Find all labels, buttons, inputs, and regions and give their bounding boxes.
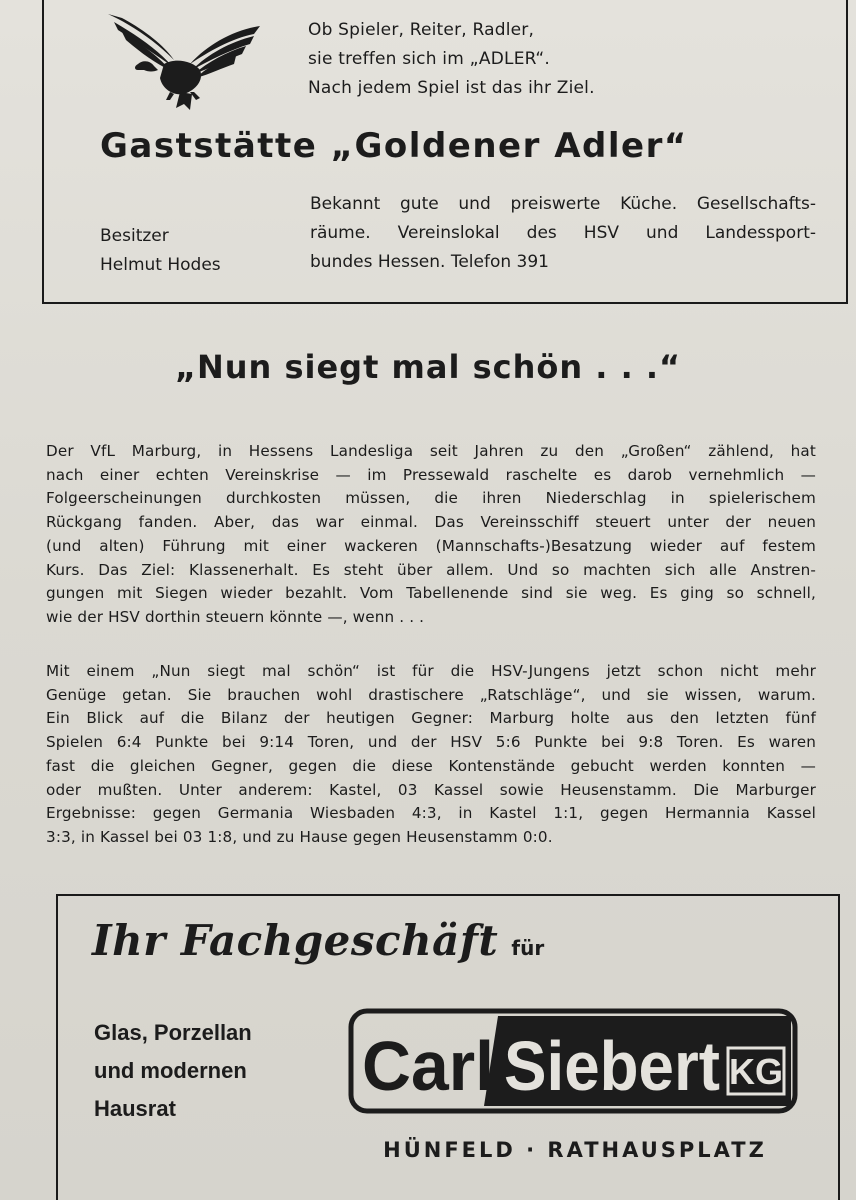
ad-title: Gaststätte „Goldener Adler“ xyxy=(100,126,688,166)
text-line: Kurs. Das Ziel: Klassenerhalt. Es steht über allem. Und so machten sich alle Anstren- xyxy=(46,560,816,579)
ad-address: HÜNFELD · RATHAUSPLATZ xyxy=(383,1138,767,1162)
goods-line: Hausrat xyxy=(94,1096,176,1121)
goods-line: und modernen xyxy=(94,1058,247,1083)
logo-word-siebert: Siebert xyxy=(504,1027,720,1105)
ad-goldener-adler xyxy=(42,0,848,304)
goods-line: Glas, Porzellan xyxy=(94,1020,252,1045)
description-line: bundes Hessen. Telefon 391 xyxy=(310,252,549,272)
text-line: Spielen 6:4 Punkte bei 9:14 Toren, und der HSV 5:6 Punkte bei 9:8 Toren. Es waren xyxy=(46,733,816,752)
text-line: Ein Blick auf die Bilanz der heutigen Gegner: Marburg holte aus den letzten fünf xyxy=(46,709,816,728)
article-paragraph-1 xyxy=(46,440,816,630)
logo-word-carl: Carl xyxy=(362,1027,494,1105)
text-line: nach einer echten Vereinskrise — im Pressewald raschelte es darob vernehmlich — xyxy=(46,465,816,484)
ad-owner xyxy=(100,222,221,280)
ad-script-heading xyxy=(92,916,544,965)
owner-label: Besitzer xyxy=(100,226,169,246)
text-line: Ergebnisse: gegen Germania Wiesbaden 4:3, in Kastel 1:1, gegen Hermannia Kassel xyxy=(46,804,816,823)
text-line: Genüge getan. Sie brauchen wohl drastischere „Ratschläge“, und sie wissen, warum. xyxy=(46,685,816,704)
ad-goods xyxy=(94,1014,252,1128)
text-line: 3:3, in Kassel bei 03 1:8, und zu Hause gegen Heusenstamm 0:0. xyxy=(46,827,553,846)
description-line: räume. Vereinslokal des HSV und Landessport- xyxy=(310,223,816,243)
text-line: gungen mit Siegen wieder bezahlt. Vom Tabellenende sind sie weg. Es ging so schnell, xyxy=(46,584,816,603)
text-line: Der VfL Marburg, in Hessens Landesliga seit Jahren zu den „Großen“ zählend, hat xyxy=(46,442,816,460)
slogan-line: sie treffen sich im „ADLER“. xyxy=(308,49,551,69)
ad-slogan xyxy=(308,16,828,103)
ad-carl-siebert xyxy=(56,894,840,1200)
eagle-icon xyxy=(104,8,264,113)
slogan-line: Ob Spieler, Reiter, Radler, xyxy=(308,20,535,40)
text-line: fast die gleichen Gegner, gegen die diese Kontenstände gebucht werden konnten — xyxy=(46,756,816,775)
text-line: (und alten) Führung mit einer wackeren (Mannschafts-)Besatzung wieder auf festem xyxy=(46,536,816,555)
text-line: Rückgang fanden. Aber, das war einmal. Das Vereinsschiff steuert unter der neuen xyxy=(46,513,816,532)
description-line: Bekannt gute und preiswerte Küche. Gesellschafts- xyxy=(310,194,816,214)
slogan-line: Nach jedem Spiel ist das ihr Ziel. xyxy=(308,78,595,98)
owner-name: Helmut Hodes xyxy=(100,255,221,275)
text-line: Mit einem „Nun siegt mal schön“ ist für die HSV-Jungens jetzt schon nicht mehr xyxy=(46,662,816,680)
article-headline: „Nun siegt mal schön . . .“ xyxy=(174,348,682,386)
script-heading-suffix: für xyxy=(511,936,545,960)
article-paragraph-2 xyxy=(46,660,816,850)
script-heading: Ihr Fachgeschäft xyxy=(92,916,499,965)
carl-siebert-logo xyxy=(348,1008,798,1114)
logo-word-kg: KG xyxy=(729,1051,783,1092)
ad-description xyxy=(310,190,816,277)
text-line: Folgeerscheinungen durchkosten müssen, die ihren Niederschlag in spielerischem xyxy=(46,489,816,508)
text-line: wie der HSV dorthin steuern könnte —, wenn . . . xyxy=(46,607,425,626)
text-line: oder mußten. Unter anderem: Kastel, 03 Kassel sowie Heusenstamm. Die Marburger xyxy=(46,780,816,799)
